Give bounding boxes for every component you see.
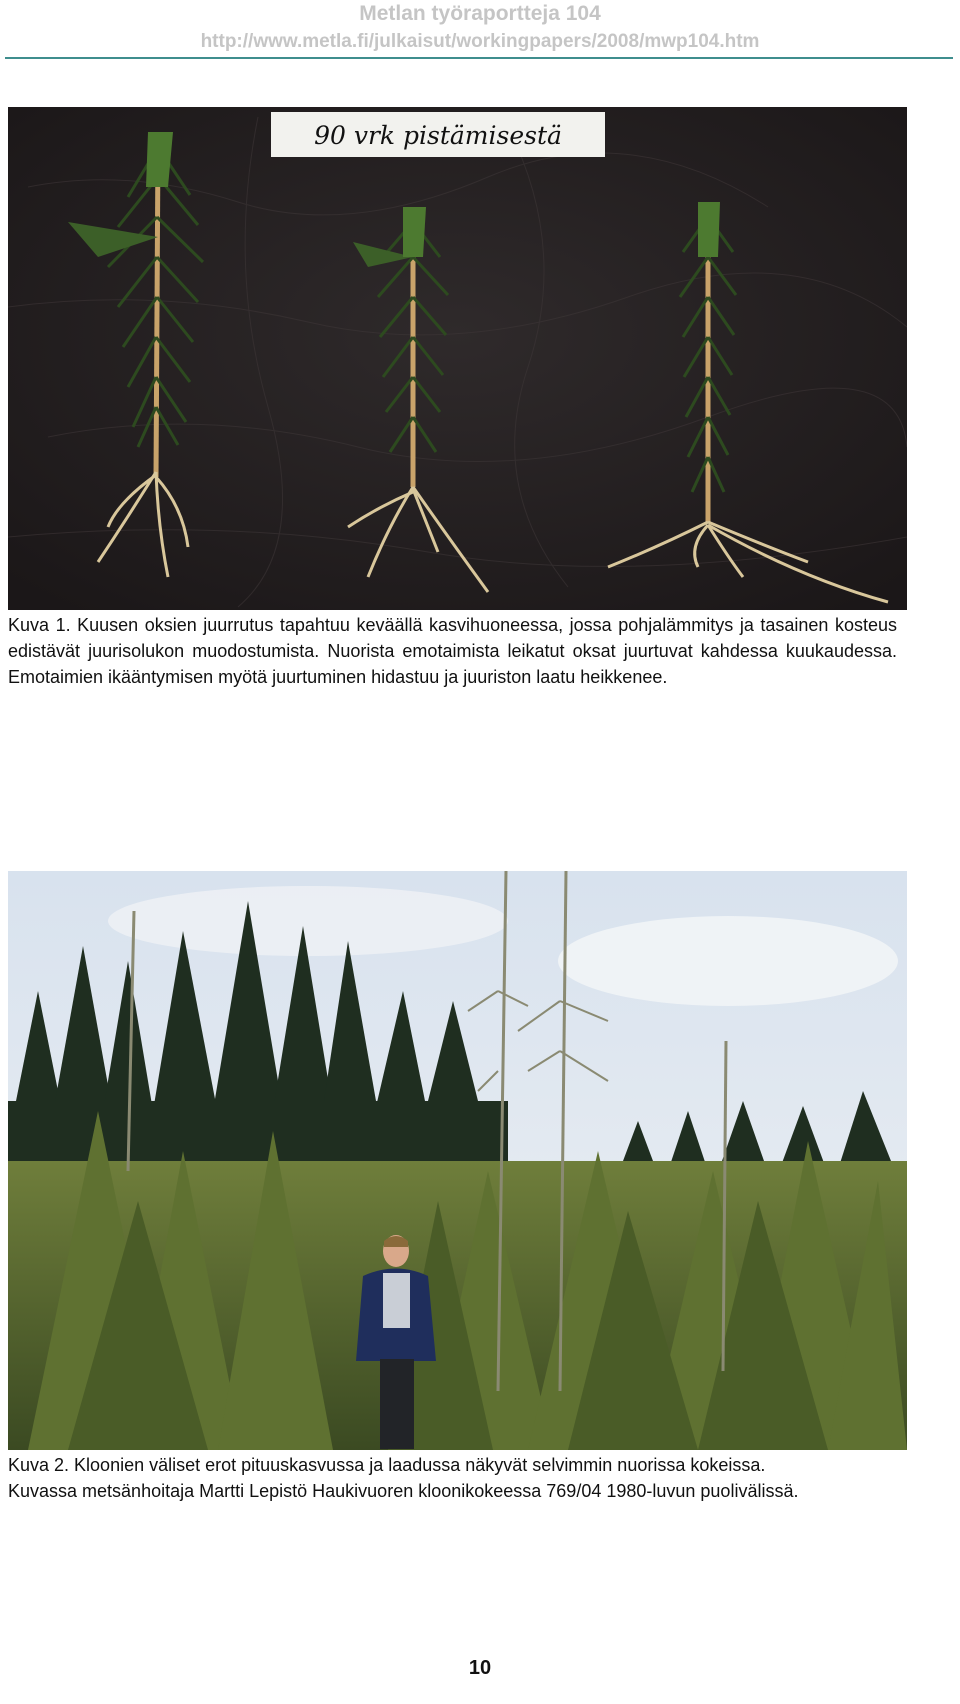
header-divider <box>5 57 953 59</box>
figure-1-caption: Kuva 1. Kuusen oksien juurrutus tapahtuu keväällä kasvihuoneessa, jossa pohjalämmitys ja tasainen kosteus edistävät juurisolukon muodostumista. Nuorista emotaimista leikatut oksat juurtuvat kahdessa kuukaudessa. Emotaimien ikääntymisen myötä juurtuminen hidastuu ja juuriston laatu heikkenee. <box>8 615 897 687</box>
page-number: 10 <box>468 1657 492 1679</box>
figure-1-label-card: 90 vrk pistämisestä <box>314 121 562 150</box>
figure-2-caption-line-1: Kuva 2. Kloonien väliset erot pituuskasvussa ja laadussa näkyvät selvimmin nuorissa kokeissa. <box>8 1455 766 1475</box>
running-header-url: http://www.metla.fi/julkaisut/workingpapers/2008/mwp104.htm <box>200 31 760 52</box>
figure-1-photo <box>8 107 907 610</box>
figure-2-photo <box>8 871 907 1450</box>
figure-2-caption-line-2: Kuvassa metsänhoitaja Martti Lepistö Haukivuoren kloonikokeessa 769/04 1980-luvun puolivälissä. <box>8 1481 799 1501</box>
figure-2-caption <box>8 1452 897 1504</box>
running-header-title: Metlan työraportteja 104 <box>359 2 601 25</box>
